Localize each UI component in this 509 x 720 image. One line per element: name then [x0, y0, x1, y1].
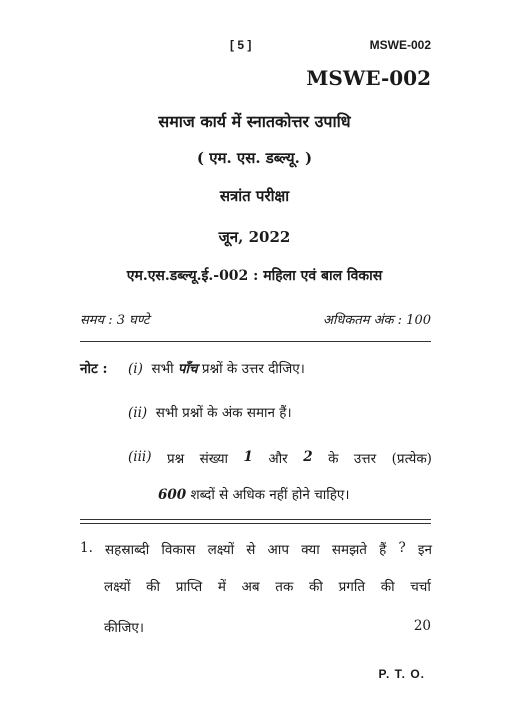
question-word: की	[380, 579, 395, 595]
question-word: प्रगति	[338, 579, 366, 595]
question-word: अब	[241, 579, 260, 595]
note-word: और	[268, 451, 288, 467]
degree-title: समाज कार्य में स्नातकोत्तर उपाधि	[158, 112, 351, 131]
question-word: सहस्राब्दी	[105, 542, 150, 558]
note-label: नोट :	[80, 361, 108, 377]
note-word: उत्तर	[353, 451, 377, 467]
question-word: ?	[398, 540, 406, 556]
question-word: इन	[417, 542, 432, 558]
note-item-number: (i)	[128, 361, 143, 377]
note-item-text: सभी प्रश्नों के अंक समान हैं।	[155, 405, 292, 421]
question-1-line-1	[80, 540, 432, 558]
question-1-marks: 20	[413, 618, 431, 634]
note-word: (प्रत्येक)	[391, 451, 432, 467]
question-word: समझते	[331, 542, 367, 558]
question-word: लक्ष्यों	[207, 542, 235, 558]
question-word: विकास	[161, 542, 196, 558]
question-1-line-2	[104, 577, 431, 595]
note-item-text: शब्दों से अधिक नहीं होने चाहिए।	[190, 487, 350, 503]
question-number: 1.	[80, 540, 93, 556]
note-word: के	[328, 451, 339, 467]
course-code-title: MSWE-002	[306, 66, 431, 90]
note-item-3-continuation	[158, 485, 350, 503]
please-turn-over: P. T. O.	[378, 667, 425, 681]
note-word: 1	[243, 449, 253, 465]
subject-title: एम.एस.डब्ल्यू.ई.-002 : महिला एवं बाल विकास	[126, 268, 383, 284]
note-item-text: प्रश्नों के उत्तर दीजिए।	[201, 361, 305, 377]
divider	[80, 341, 431, 342]
question-word: चर्चा	[410, 579, 431, 595]
time-allowed: समय : 3 घण्टे	[80, 313, 150, 328]
note-item-number: (ii)	[128, 405, 148, 421]
double-divider-bottom	[80, 523, 431, 524]
note-item-text: सभी	[151, 361, 174, 377]
note-item-emphasis: पाँच	[177, 361, 198, 377]
note-word: प्रश्न	[166, 451, 185, 467]
question-word: की	[146, 579, 161, 595]
question-word: हैं	[379, 542, 387, 558]
question-word: क्या	[301, 542, 320, 558]
double-divider-top	[80, 519, 431, 520]
question-1-line-3: कीजिए।	[104, 620, 144, 636]
note-item-3	[128, 449, 432, 467]
note-word: 2	[303, 449, 313, 465]
question-word: में	[217, 579, 226, 595]
question-word: लक्ष्यों	[104, 579, 131, 595]
question-word: तक	[275, 579, 294, 595]
note-item-1	[128, 359, 305, 377]
question-word: प्राप्ति	[175, 579, 203, 595]
exam-date: जून, 2022	[218, 228, 291, 246]
course-code-header: MSWE-002	[369, 38, 431, 52]
note-item-number: (iii)	[128, 449, 152, 465]
exam-title: सत्रांत परीक्षा	[219, 187, 290, 205]
page-number: [ 5 ]	[230, 38, 252, 52]
note-item-2	[128, 403, 292, 421]
question-word: की	[309, 579, 323, 595]
question-word: से	[246, 542, 256, 558]
question-word: आप	[267, 542, 289, 558]
note-word: संख्या	[199, 451, 229, 467]
maximum-marks: अधिकतम अंक : 100	[323, 313, 431, 328]
word-limit: 600	[158, 487, 187, 503]
degree-abbreviation: ( एम. एस. डब्ल्यू. )	[196, 149, 313, 167]
